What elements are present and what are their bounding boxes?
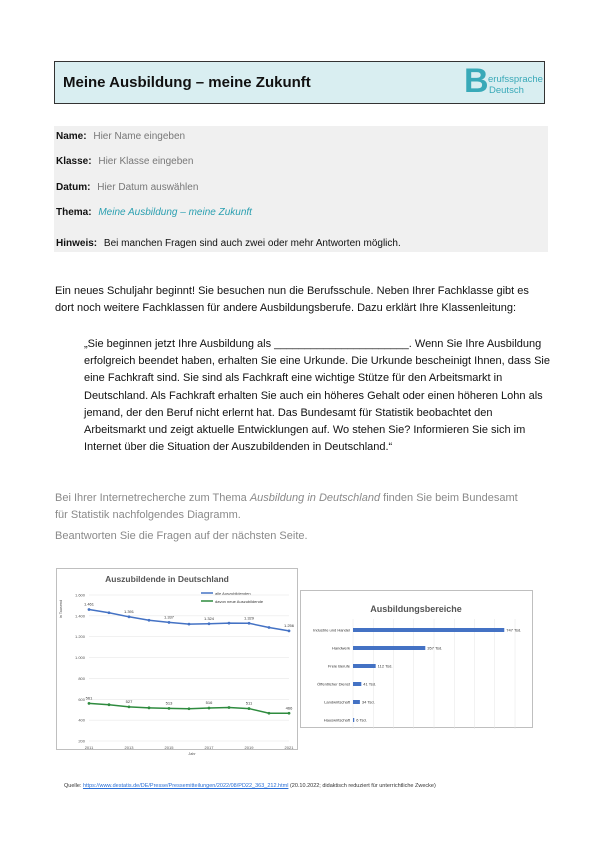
category-label: Hauswirtschaft <box>323 717 350 723</box>
bar-value-label: 357 Tsd. <box>427 645 443 651</box>
category-label: Landwirtschaft <box>324 699 350 705</box>
data-label: 511 <box>245 700 253 706</box>
data-point <box>148 706 151 709</box>
logo-line2: Deutsch <box>489 85 524 96</box>
y-tick-label: 1.400 <box>74 613 85 619</box>
data-label: 516 <box>205 700 213 706</box>
y-axis-label: in Tausend <box>59 599 63 619</box>
data-point <box>228 706 231 709</box>
data-point <box>128 615 131 618</box>
logo-line1: erufssprache <box>488 74 543 85</box>
class-row <box>56 156 193 167</box>
research-paragraph <box>55 490 525 524</box>
data-point <box>248 707 251 710</box>
bar <box>353 700 360 704</box>
x-tick-label: 2015 <box>164 745 174 750</box>
theme-label: Thema: <box>56 207 92 218</box>
data-label: 1.391 <box>123 608 135 614</box>
legend-label-new: davon neue Auszubildende <box>215 599 264 604</box>
data-point <box>208 707 211 710</box>
name-row <box>56 131 185 142</box>
x-tick-label: 2019 <box>244 745 254 750</box>
student-info-box <box>54 126 548 252</box>
data-label: 1.461 <box>83 601 95 607</box>
theme-row <box>56 207 252 218</box>
bar-value-label: 34 Tsd. <box>361 699 375 705</box>
class-field[interactable]: Hier Klasse eingeben <box>98 156 194 167</box>
instruction-text: Beantworten Sie die Fragen auf der nächsten Seite. <box>55 530 308 542</box>
hint-text: Bei manchen Fragen sind auch zwei oder mehr Antworten möglich. <box>103 238 401 249</box>
hint-row <box>56 238 401 249</box>
bar <box>353 718 354 722</box>
bar-value-label: 41 Tsd. <box>363 681 377 687</box>
y-tick-label: 800 <box>78 675 85 681</box>
bar-value-label: 747 Tsd. <box>506 627 522 633</box>
source-line <box>64 783 436 789</box>
data-point <box>148 619 151 622</box>
x-axis-label: Jahr <box>188 752 196 756</box>
data-point <box>268 626 271 629</box>
source-link[interactable]: https://www.destatis.de/DE/Presse/Pressemitteilungen/2022/08/PD22_363_212.html <box>82 783 289 789</box>
y-tick-label: 1.600 <box>74 592 85 598</box>
page-title: Meine Ausbildung – meine Zukunft <box>63 74 311 91</box>
source-suffix: (20.10.2022; didaktisch reduziert für unterrichtliche Zwecke) <box>289 783 436 789</box>
data-point <box>108 611 111 614</box>
category-label: Industrie und Handel <box>313 627 350 633</box>
data-point <box>208 622 211 625</box>
data-label: 1.256 <box>283 622 295 628</box>
category-label: Handwerk <box>331 645 350 651</box>
bar <box>353 664 376 668</box>
name-label: Name: <box>56 131 87 142</box>
date-field[interactable]: Hier Datum auswählen <box>97 182 199 193</box>
data-point <box>108 703 111 706</box>
data-point <box>88 702 91 705</box>
bar <box>353 682 361 686</box>
y-tick-label: 1.200 <box>74 634 85 640</box>
data-label: 1.337 <box>163 614 175 620</box>
data-point <box>168 707 171 710</box>
y-tick-label: 200 <box>78 738 85 744</box>
theme-value: Meine Ausbildung – meine Zukunft <box>98 207 252 218</box>
x-tick-label: 2017 <box>204 745 214 750</box>
data-point <box>288 629 291 632</box>
data-label: 1.329 <box>243 615 255 621</box>
line-chart-legend <box>201 591 264 604</box>
data-point <box>88 608 91 611</box>
data-point <box>128 705 131 708</box>
hint-label: Hinweis: <box>56 238 98 249</box>
title-box <box>54 61 545 104</box>
data-label: 466 <box>285 705 293 711</box>
bar <box>353 646 425 650</box>
bar-chart-panel <box>300 590 533 728</box>
x-tick-label: 2013 <box>124 745 134 750</box>
data-label: 1.324 <box>203 615 215 621</box>
research-text-2: finden Sie beim Bundesamt für Statistik nachfolgendes Diagramm. <box>55 492 518 521</box>
name-field[interactable]: Hier Name eingeben <box>93 131 186 142</box>
series-line-all <box>89 609 289 630</box>
y-tick-label: 600 <box>78 696 85 702</box>
data-point <box>248 622 251 625</box>
line-chart-title: Auszubildende in Deutschland <box>105 574 229 584</box>
bar-chart <box>301 591 532 727</box>
category-label: Öffentlicher Dienst <box>317 681 350 687</box>
date-row <box>56 182 198 193</box>
source-label: Quelle: <box>64 783 82 789</box>
bar <box>353 628 504 632</box>
data-point <box>168 621 171 624</box>
y-tick-label: 400 <box>78 717 85 723</box>
line-chart <box>57 569 297 756</box>
data-point <box>268 712 271 715</box>
data-point <box>188 707 191 710</box>
research-text-1: Bei Ihrer Internetrecherche zum Thema <box>55 492 250 504</box>
bar-chart-title: Ausbildungsbereiche <box>370 604 462 614</box>
data-label: 561 <box>85 695 93 701</box>
data-point <box>188 623 191 626</box>
berufssprache-logo <box>462 62 543 100</box>
x-tick-label: 2011 <box>84 745 94 750</box>
bar-value-label: 6 Tsd. <box>356 717 367 723</box>
date-label: Datum: <box>56 182 91 193</box>
class-label: Klasse: <box>56 156 92 167</box>
data-label: 513 <box>165 700 173 706</box>
legend-label-all: alle Auszubildenden <box>215 591 251 596</box>
y-tick-label: 1.000 <box>74 655 85 661</box>
data-label: 527 <box>125 698 133 704</box>
intro-paragraph: Ein neues Schuljahr beginnt! Sie besuchen nun die Berufsschule. Neben Ihrer Fachklasse gibt es dort noch weitere Fachklassen für andere Ausbildungsberufe. Dazu erklärt Ihre Klassenleitung: <box>55 285 529 314</box>
teacher-quote: „Sie beginnen jetzt Ihre Ausbildung als ______________________. Wenn Sie Ihre Ausbildung erfolgreich beendet haben, erhalten Sie eine Urkunde. Die Urkunde bescheinigt Ihnen, dass Sie eine Fachkraft sind. Sie sind als Fachkraft eine wichtige Stütze für den Arbeitsmarkt in Deutschland. Als Fachkraft erhalten Sie auch ein höheres Gehalt oder einen höheren Lohn als jemand, der den Beruf nicht erlernt hat. Das Bundesamt für Statistik beobachtet den Arbeitsmarkt und zeigt aktuelle Entwicklungen auf. Wo stehen Sie? Informieren Sie sich im Internet über die Situation der Auszubildenden in Deutschland.“ <box>84 338 550 454</box>
logo-letter: B <box>464 62 489 100</box>
data-point <box>228 622 231 625</box>
research-topic: Ausbildung in Deutschland <box>249 492 381 504</box>
category-label: Freie Berufe <box>327 663 350 669</box>
data-point <box>288 712 291 715</box>
bar-value-label: 112 Tsd. <box>377 663 393 669</box>
x-tick-label: 2021 <box>284 745 294 750</box>
line-chart-panel <box>56 568 298 756</box>
